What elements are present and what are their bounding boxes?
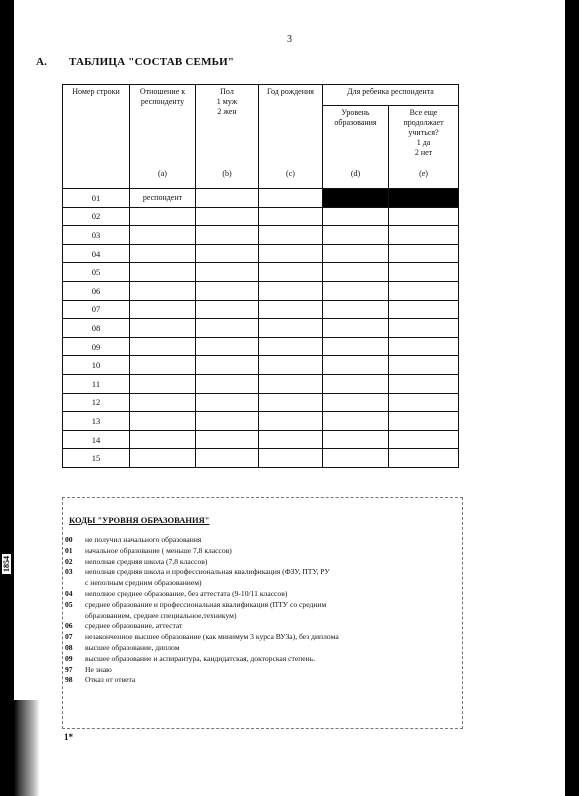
cell-birth-year[interactable] xyxy=(259,412,323,431)
cell-still-studying[interactable] xyxy=(389,337,459,356)
cell-birth-year[interactable] xyxy=(259,449,323,468)
cell-rownum: 12 xyxy=(63,393,130,412)
cell-rownum: 13 xyxy=(63,412,130,431)
cell-rownum: 01 xyxy=(63,189,130,208)
cell-rownum: 15 xyxy=(63,449,130,468)
code-item xyxy=(65,632,461,643)
cell-birth-year[interactable] xyxy=(259,393,323,412)
cell-birth-year[interactable] xyxy=(259,281,323,300)
cell-education-level[interactable] xyxy=(323,412,389,431)
table-row xyxy=(63,226,459,245)
cell-rownum: 05 xyxy=(63,263,130,282)
code-description: незаконченное высшее образование (как минимум 3 курса ВУЗа), без диплома xyxy=(85,632,339,642)
code-item xyxy=(65,557,461,568)
cell-sex[interactable] xyxy=(196,356,259,375)
code-description: среднее образование и профессиональная квалификация (ПТУ со средним xyxy=(85,599,327,609)
table-row xyxy=(63,430,459,449)
table-row xyxy=(63,300,459,319)
footer-mark: 1* xyxy=(64,732,73,742)
cell-rownum: 03 xyxy=(63,226,130,245)
code-description: не получил начального образования xyxy=(85,535,202,544)
cell-relation: респондент xyxy=(130,189,196,208)
cell-still-studying[interactable] xyxy=(389,393,459,412)
cell-blacked-out xyxy=(323,189,389,208)
code-item xyxy=(65,567,461,578)
code-description-continued: с неполным средним образованием) xyxy=(85,578,202,588)
section-letter: A. xyxy=(36,56,48,68)
codes-list xyxy=(65,535,461,686)
cell-rownum: 06 xyxy=(63,281,130,300)
cell-still-studying[interactable] xyxy=(389,244,459,263)
cell-rownum: 10 xyxy=(63,356,130,375)
cell-sex[interactable] xyxy=(196,337,259,356)
cell-education-level[interactable] xyxy=(323,226,389,245)
section-heading xyxy=(36,56,234,68)
scan-edge-right xyxy=(565,0,579,796)
cell-birth-year[interactable] xyxy=(259,226,323,245)
cell-birth-year[interactable] xyxy=(259,207,323,226)
cell-rownum: 11 xyxy=(63,374,130,393)
code-number: 09 xyxy=(65,653,73,663)
table-row xyxy=(63,449,459,468)
code-number: 08 xyxy=(65,642,73,652)
cell-rownum: 02 xyxy=(63,207,130,226)
cell-sex[interactable] xyxy=(196,374,259,393)
code-description: среднее образование, аттестат xyxy=(85,621,183,631)
cell-blacked-out xyxy=(389,189,459,208)
cell-education-level[interactable] xyxy=(323,300,389,319)
code-description: неполное среднее образование, без аттестата (9-10/11 классов) xyxy=(85,588,288,598)
cell-education-level[interactable] xyxy=(323,430,389,449)
header-sex: Пол 1 муж 2 жен (b) xyxy=(196,85,259,189)
cell-relation[interactable] xyxy=(130,393,196,412)
cell-education-level[interactable] xyxy=(323,319,389,338)
cell-relation[interactable] xyxy=(130,281,196,300)
cell-still-studying[interactable] xyxy=(389,300,459,319)
code-item xyxy=(65,535,461,546)
header-child-group: Для ребенка респондента xyxy=(323,85,459,106)
table-row xyxy=(63,281,459,300)
table-row xyxy=(63,189,459,208)
cell-education-level[interactable] xyxy=(323,263,389,282)
cell-still-studying[interactable] xyxy=(389,430,459,449)
cell-still-studying[interactable] xyxy=(389,374,459,393)
cell-sex[interactable] xyxy=(196,412,259,431)
table-row xyxy=(63,207,459,226)
cell-relation[interactable] xyxy=(130,263,196,282)
table-row xyxy=(63,337,459,356)
cell-sex[interactable] xyxy=(196,244,259,263)
cell-education-level[interactable] xyxy=(323,393,389,412)
header-relation: Отношение к респонденту (a) xyxy=(130,85,196,189)
education-codes-box xyxy=(62,497,463,729)
table-row xyxy=(63,244,459,263)
cell-rownum: 08 xyxy=(63,319,130,338)
header-still-studying: Все еще продолжает учиться? 1 да 2 нет (e) xyxy=(389,106,459,189)
table-row xyxy=(63,374,459,393)
cell-relation[interactable] xyxy=(130,412,196,431)
cell-relation[interactable] xyxy=(130,356,196,375)
cell-relation[interactable] xyxy=(130,449,196,468)
cell-rownum: 14 xyxy=(63,430,130,449)
cell-sex[interactable] xyxy=(196,430,259,449)
code-number: 04 xyxy=(65,588,73,598)
code-description: высшее образование, диплом xyxy=(85,642,180,652)
cell-education-level[interactable] xyxy=(323,356,389,375)
header-letter-e: (e) xyxy=(419,169,428,178)
code-number: 03 xyxy=(65,567,73,577)
cell-sex[interactable] xyxy=(196,281,259,300)
code-number: 97 xyxy=(65,664,73,674)
cell-rownum: 07 xyxy=(63,300,130,319)
cell-relation[interactable] xyxy=(130,207,196,226)
cell-still-studying[interactable] xyxy=(389,281,459,300)
cell-birth-year[interactable] xyxy=(259,244,323,263)
code-description: начальное образование ( меньше 7,8 классов) xyxy=(85,545,232,555)
code-number: 05 xyxy=(65,599,73,609)
header-letter-c: (c) xyxy=(286,169,295,178)
cell-education-level[interactable] xyxy=(323,449,389,468)
table-row xyxy=(63,263,459,282)
scan-edge-left xyxy=(0,0,14,796)
cell-education-level[interactable] xyxy=(323,207,389,226)
cell-birth-year[interactable] xyxy=(259,189,323,208)
cell-still-studying[interactable] xyxy=(389,207,459,226)
page-number: 3 xyxy=(287,34,292,45)
code-item xyxy=(65,600,461,611)
cell-still-studying[interactable] xyxy=(389,263,459,282)
code-number: 07 xyxy=(65,632,73,642)
family-composition-table xyxy=(62,84,459,468)
table-row xyxy=(63,319,459,338)
cell-sex[interactable] xyxy=(196,393,259,412)
cell-still-studying[interactable] xyxy=(389,356,459,375)
code-number: 02 xyxy=(65,556,73,566)
cell-sex[interactable] xyxy=(196,207,259,226)
cell-still-studying[interactable] xyxy=(389,319,459,338)
header-letter-d: (d) xyxy=(350,169,361,178)
cell-relation[interactable] xyxy=(130,226,196,245)
cell-sex[interactable] xyxy=(196,300,259,319)
code-number: 06 xyxy=(65,621,73,631)
cell-relation[interactable] xyxy=(130,337,196,356)
cell-education-level[interactable] xyxy=(323,374,389,393)
code-description: неполная средняя школа (7,8 классов) xyxy=(85,556,208,566)
cell-rownum: 04 xyxy=(63,244,130,263)
code-item xyxy=(65,643,461,654)
code-number: 01 xyxy=(65,545,73,555)
table-row xyxy=(63,412,459,431)
cell-education-level[interactable] xyxy=(323,337,389,356)
code-description: Не знаю xyxy=(85,664,112,674)
code-item xyxy=(65,665,461,676)
code-item xyxy=(65,675,461,686)
code-item xyxy=(65,546,461,557)
cell-sex[interactable] xyxy=(196,319,259,338)
side-page-number: 1854 xyxy=(2,556,11,572)
code-item xyxy=(65,654,461,665)
header-letter-a: (a) xyxy=(158,169,167,178)
table-row xyxy=(63,393,459,412)
section-title: ТАБЛИЦА "СОСТАВ СЕМЬИ" xyxy=(68,56,235,68)
cell-relation[interactable] xyxy=(130,244,196,263)
cell-rownum: 09 xyxy=(63,337,130,356)
cell-relation[interactable] xyxy=(130,319,196,338)
code-description: неполная средняя школа и профессиональная квалификация (ФЗУ, ПТУ, РУ xyxy=(85,567,330,577)
codes-title: КОДЫ "УРОВНЯ ОБРАЗОВАНИЯ" xyxy=(69,515,210,525)
code-number: 98 xyxy=(65,675,73,685)
code-description: высшее образование и аспирантура, кандидатская, докторская степень. xyxy=(85,653,316,663)
cell-birth-year[interactable] xyxy=(259,374,323,393)
cell-sex[interactable] xyxy=(196,189,259,208)
cell-sex[interactable] xyxy=(196,449,259,468)
cell-still-studying[interactable] xyxy=(389,412,459,431)
cell-sex[interactable] xyxy=(196,226,259,245)
cell-birth-year[interactable] xyxy=(259,430,323,449)
header-education-level: Уровень образования (d) xyxy=(323,106,389,189)
cell-birth-year[interactable] xyxy=(259,319,323,338)
header-birth-year: Год рождения (c) xyxy=(259,85,323,189)
code-item xyxy=(65,621,461,632)
cell-relation[interactable] xyxy=(130,374,196,393)
cell-birth-year[interactable] xyxy=(259,263,323,282)
cell-birth-year[interactable] xyxy=(259,300,323,319)
cell-education-level[interactable] xyxy=(323,281,389,300)
code-description-continued: образованием, среднее специальное,техникум) xyxy=(85,610,237,620)
cell-relation[interactable] xyxy=(130,430,196,449)
cell-still-studying[interactable] xyxy=(389,226,459,245)
cell-birth-year[interactable] xyxy=(259,337,323,356)
code-item xyxy=(65,589,461,600)
table-row xyxy=(63,356,459,375)
header-row-number: Номер строки xyxy=(63,85,130,189)
header-letter-b: (b) xyxy=(222,169,232,178)
cell-birth-year[interactable] xyxy=(259,356,323,375)
code-number: 00 xyxy=(65,535,73,544)
code-description: Отказ от ответа xyxy=(85,675,136,685)
cell-education-level[interactable] xyxy=(323,244,389,263)
cell-sex[interactable] xyxy=(196,263,259,282)
scan-edge-bottom-left xyxy=(0,700,40,796)
cell-still-studying[interactable] xyxy=(389,449,459,468)
cell-relation[interactable] xyxy=(130,300,196,319)
